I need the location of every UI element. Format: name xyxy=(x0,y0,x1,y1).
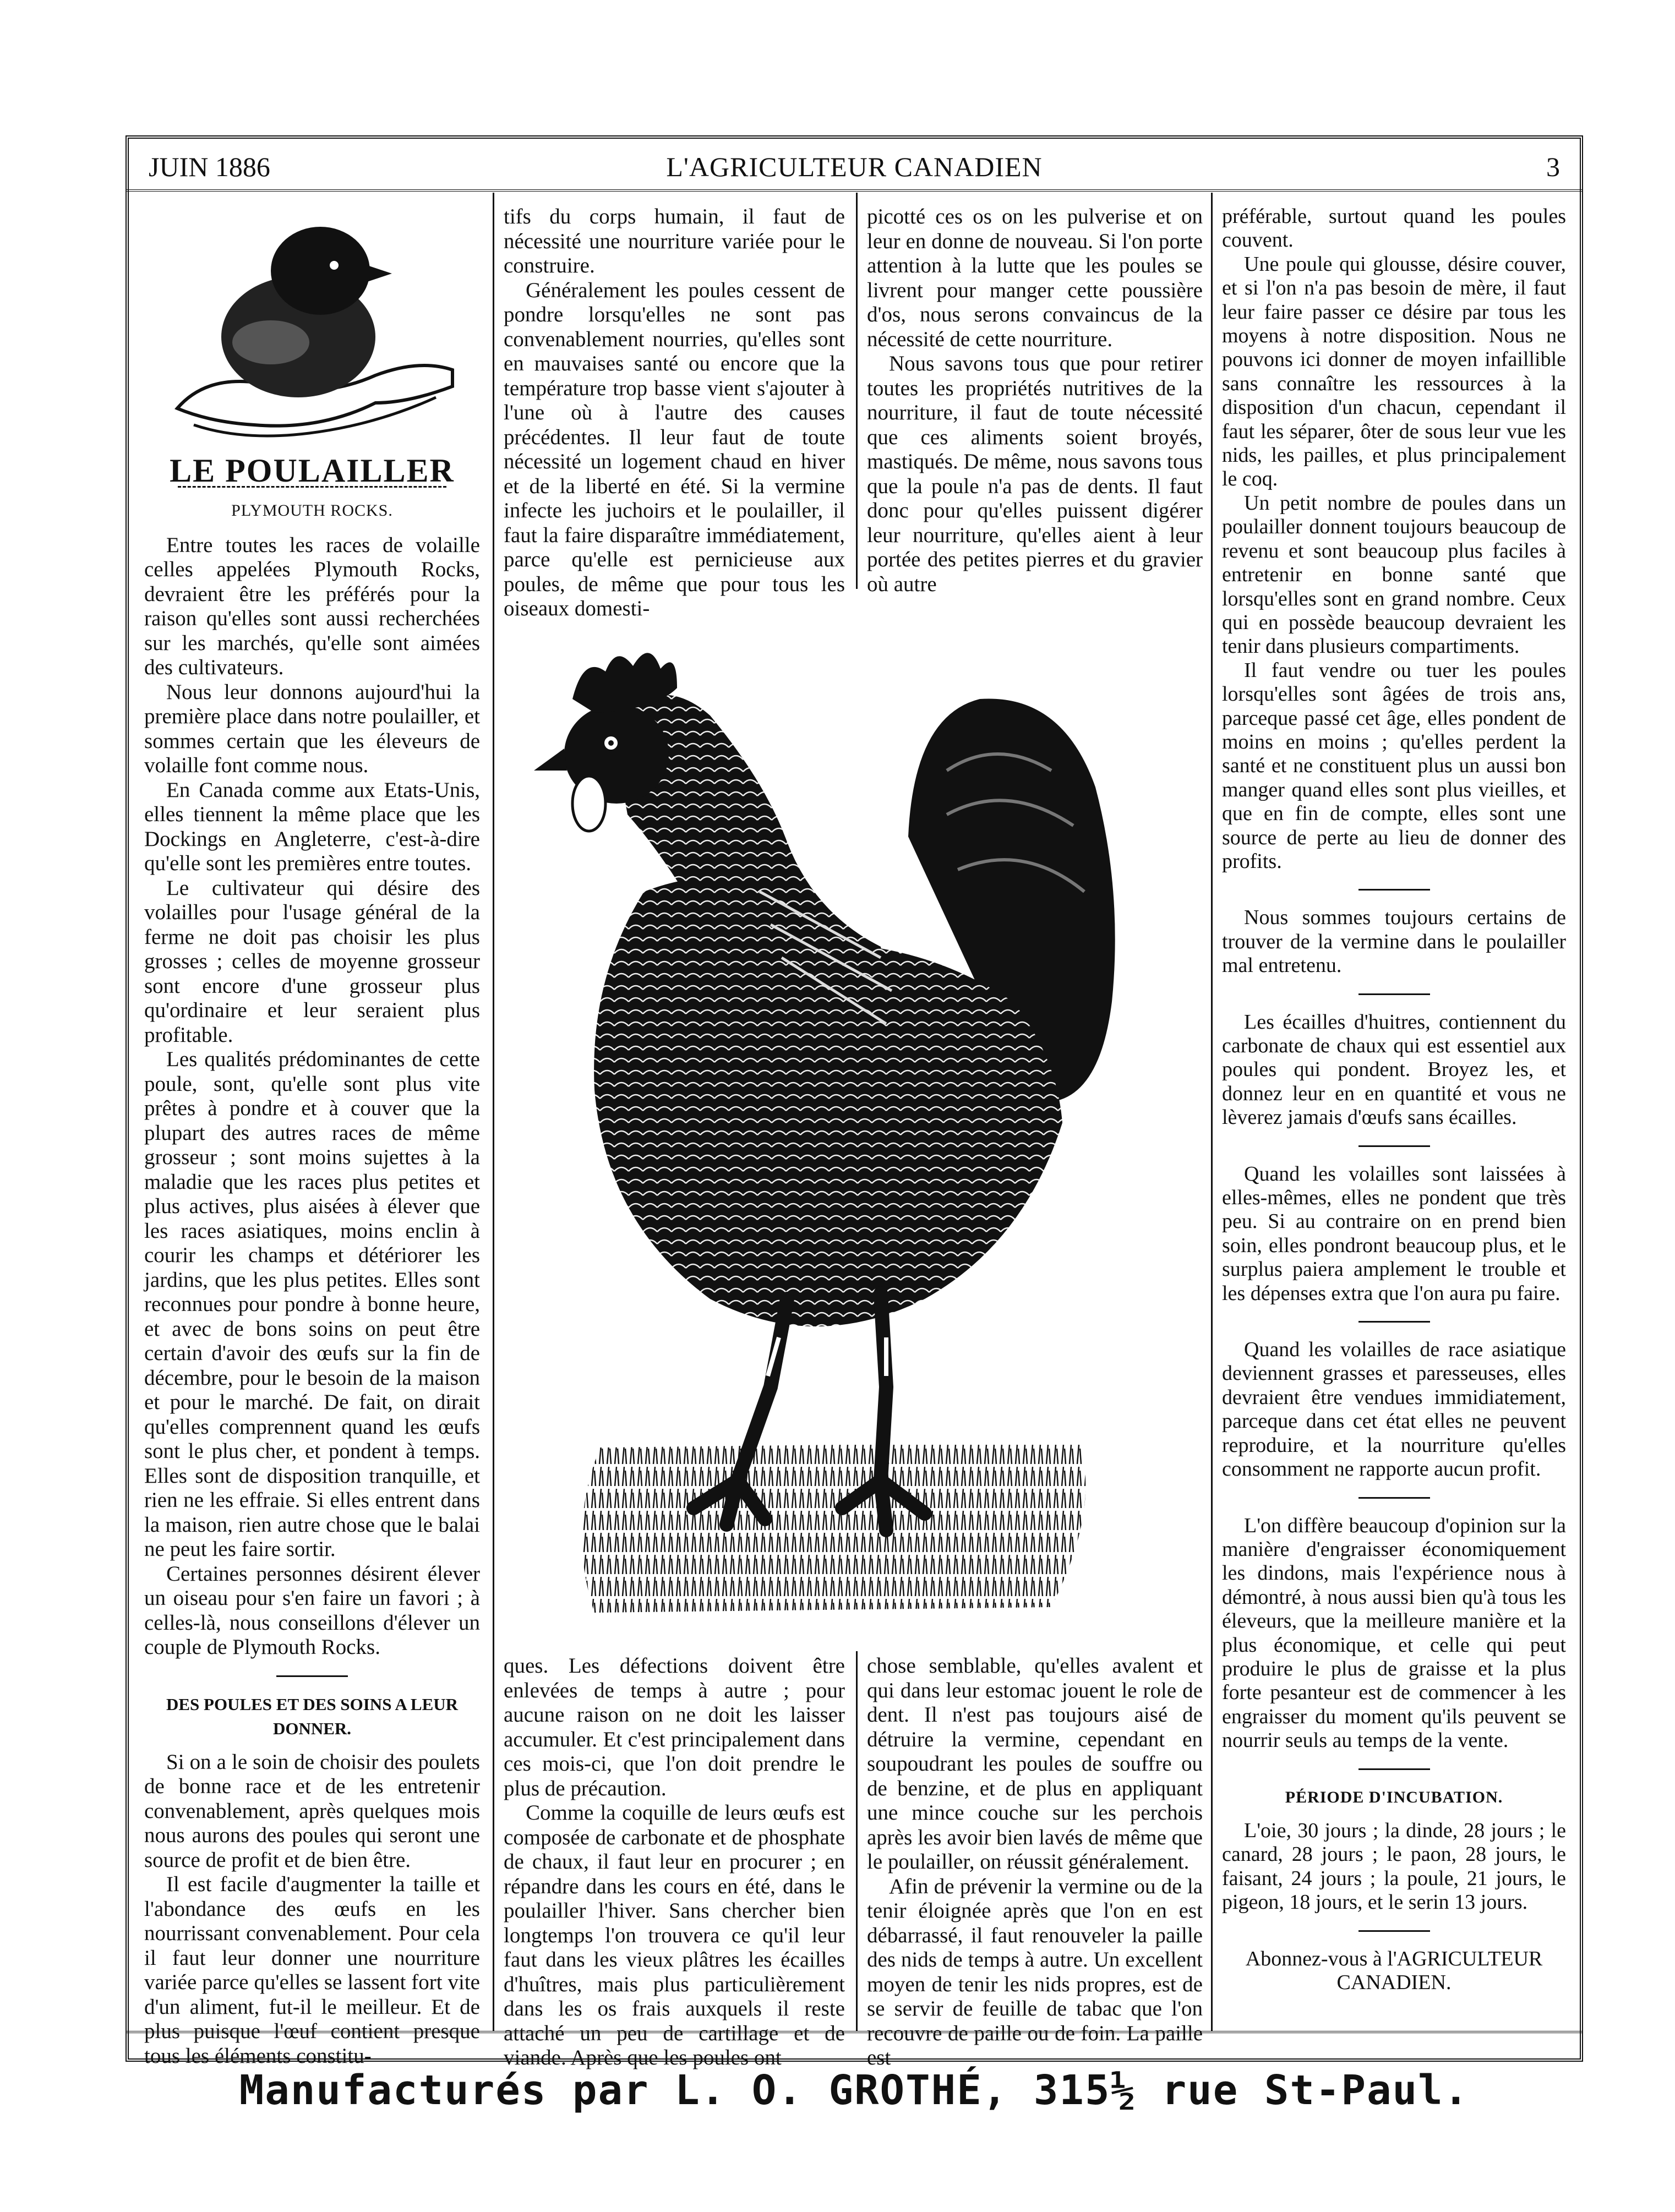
paragraph: Les écailles d'huitres, contiennent du carbonate de chaux qui est essentiel aux poules qui pondent. Broyez les, et donnez leur en en quantité et vous ne lèverez jamais d'œufs sans écailles. xyxy=(1222,1010,1566,1129)
subscribe-notice: Abonnez-vous à l'AGRICULTEUR CANADIEN. xyxy=(1245,1947,1543,1994)
page-number: 3 xyxy=(1546,151,1560,182)
section-title: LE POULAILLER xyxy=(170,452,455,489)
paragraph: chose semblable, qu'elles avalent et qui dans leur estomac jouent le role de dent. Il n'est pas toujours aisé de détruire la vermine, cependant en soupoudrant les poules de souffre ou de benzine, et de plus en appliquant une mince couche sur les perchois après les avoir bien lavés de même que le poulailler, on réussit généralement. xyxy=(867,1654,1203,1874)
column-rule-2-top xyxy=(856,193,858,589)
header-rule xyxy=(126,189,1583,192)
subheading-soins: DES POULES ET DES SOINS A LEUR DONNER. xyxy=(166,1694,459,1738)
paragraph: Le cultivateur qui désire des volailles pour l'usage général de la ferme ne doit pas choisir les plus grosses ; celles de moyenne grosseur sont encore d'une grosseur plus qu'ordinaire et leur seraient plus profitable. xyxy=(144,876,480,1047)
paragraph: Certaines personnes désirent élever un oiseau pour s'en faire un favori ; à celles-là, nous conseillons d'élever un couple de Plymouth Rocks. xyxy=(144,1561,480,1659)
subheading-plymouth: PLYMOUTH ROCKS. xyxy=(231,501,393,520)
paragraph: Quand les volailles sont laissées à elles-mêmes, elles ne pondent que très peu. Si au contraire on en prend bien soin, elles pondront beaucoup plus, et le surplus paiera amplement le trouble et les dépenses extra que l'on aura pu faire. xyxy=(1222,1162,1566,1305)
paragraph: Entre toutes les races de volaille celles appelées Plymouth Rocks, devraient être les préférés pour la raison qu'elles sont aussi recherchées sur les marchés, qu'elle sont aimées des cultivateurs. xyxy=(144,533,480,679)
column-rule-3 xyxy=(1211,193,1213,2031)
column-2-bottom xyxy=(504,1654,845,2071)
paragraph: Afin de prévenir la vermine ou de la tenir éloignée après que l'on en est débarrassé, il faut renouveler la paille des nids de temps à autre. Un excellent moyen de tenir les nids propres, est de se servir de feuille de tabac que l'on recouvre de paille ou de foin. La paille est xyxy=(867,1874,1203,2069)
column-rule-1 xyxy=(493,193,494,2031)
paragraph: picotté ces os on les pulverise et on leur en donne de nouveau. Si l'on porte attention à la lutte que les poules se livrent pour manger cette poussière d'os, nous serons convaincus de la nécessité de cette nourriture. xyxy=(867,205,1203,351)
header-date: JUIN 1886 xyxy=(149,151,270,182)
column-4 xyxy=(1222,205,1566,1995)
paragraph: ques. Les défections doivent être enlevées de temps à autre ; pour aucune raison on ne doit les laisser accumuler. Et c'est principalement dans ces mois-ci, que l'on doit prendre le plus de précaution. xyxy=(504,1654,845,1800)
subheading-incubation: PÉRIODE D'INCUBATION. xyxy=(1285,1788,1503,1806)
separator-rule xyxy=(1358,1497,1430,1499)
paragraph: Il faut vendre ou tuer les poules lorsqu'elles sont âgées de trois ans, parceque passé cet âge, elles pondent de moins en moins ; qu'elles perdent la santé et ne constituent plus un aussi bon manger quand elles sont plus vieilles, et que en fin de compte, elles sont une source de perte au lieu de donner des profits. xyxy=(1222,658,1566,873)
paragraph: tifs du corps humain, il faut de nécessité une nourriture variée pour le construire. xyxy=(504,205,845,277)
separator-rule xyxy=(1358,1321,1430,1323)
printer-imprint: Manufacturés par L. O. GROTHÉ, 315½ rue St-Paul. xyxy=(239,2067,1470,2114)
bottom-rule xyxy=(126,2031,1583,2033)
rooster-icon xyxy=(528,605,1189,1640)
paragraph: Nous sommes toujours certains de trouver de la vermine dans le poulailler mal entretenu. xyxy=(1222,906,1566,977)
chick-in-hand-icon xyxy=(144,205,480,447)
paragraph: L'on diffère beaucoup d'opinion sur la manière d'engraisser économiquement les dindons, mais l'expérience nous à démontré, à nous aussi bien qu'à tous les éleveurs, que la meilleure manière et la plus économique, et celle qui peut produire le plus de graisse et la plus forte pesanteur est de commencer à les engraisser du moment qu'ils peuvent se nourrir seuls au temps de la vente. xyxy=(1222,1514,1566,1752)
paragraph: Généralement les poules cessent de pondre lorsqu'elles ne sont pas convenablement nourries, qu'elles sont en mauvaises santé ou encore que la température trop basse vient s'ajouter à l'une où à l'autre des causes précédentes. Il leur faut de toute nécessité un logement chaud en hiver et de la liberté en été. Si la vermine infecte les juchoirs et le poulailler, il faut la faire disparaître immédiatement, parce qu'elle est pernicieuse aux poules, de même que pour tous les oiseaux domesti- xyxy=(504,278,845,620)
paragraph: préférable, surtout quand les poules couvent. xyxy=(1222,205,1566,252)
column-3-top xyxy=(867,205,1203,597)
paragraph: Nous leur donnons aujourd'hui la première place dans notre poulailler, et sommes certain que les éleveurs de volaille font comme nous. xyxy=(144,680,480,777)
separator-rule xyxy=(1358,1930,1430,1932)
paragraph: Quand les volailles de race asiatique deviennent grasses et paresseuses, elles devraient être vendues immidiatement, parceque dans cet état elles ne peuvent reproduire, et la nourriture qu'elles consomment ne rapporte aucun profit. xyxy=(1222,1338,1566,1481)
paragraph: L'oie, 30 jours ; la dinde, 28 jours ; le canard, 28 jours ; le paon, 28 jours, le faisant, 24 jours ; la poule, 21 jours, le pigeon, 18 jours, et le serin 13 jours. xyxy=(1222,1818,1566,1914)
header-title: L'AGRICULTEUR CANADIEN xyxy=(666,151,1043,182)
column-rule-2-bottom xyxy=(856,1651,858,2031)
separator-rule xyxy=(1358,1145,1430,1147)
paragraph: Nous savons tous que pour retirer toutes les propriétés nutritives de la nourriture, il faut de toute nécessité que ces aliments soient broyés, mastiqués. De même, nous savons tous que la poule n'a pas de dents. Il faut donc pour qu'elles puissent digérer leur nourriture, qu'elles aient à leur portée des petites pierres et du gravier où autre xyxy=(867,352,1203,596)
separator-rule xyxy=(1358,1768,1430,1770)
running-header xyxy=(126,139,1583,189)
separator-rule xyxy=(276,1675,348,1677)
paragraph: Une poule qui glousse, désire couver, et si l'on n'a pas besoin de mère, il faut leur faire passer ce désire par tous les moyens à notre disposition. Nous ne pouvons ici donner de moyen infaillible sans connaître les ressources à la disposition d'un chacun, cependant il faut les séparer, ôter de sous leur vue les nids, les pailles, et plus principalement le coq. xyxy=(1222,252,1566,491)
column-1 xyxy=(144,205,480,2068)
separator-rule xyxy=(1358,993,1430,995)
column-2-top xyxy=(504,205,845,621)
paragraph: Si on a le soin de choisir des poulets de bonne race et de les entretenir convenablement, après quelques mois nous aurons des poules qui seront une source de profit et de bien être. xyxy=(144,1750,480,1872)
paragraph: En Canada comme aux Etats-Unis, elles tiennent la même place que les Dockings en Angleterre, c'est-à-dire qu'elle sont les premières entre toutes. xyxy=(144,778,480,875)
paragraph: Comme la coquille de leurs œufs est composée de carbonate et de phosphate de chaux, il faut leur en procurer ; en répandre dans les cours en été, dans le poulailler l'hiver. Sans chercher bien longtemps l'on trouvera ce qu'il leur faut dans les vieux plâtres les écailles d'huîtres, mais plus particulièrement dans les os frais auxquels il reste attaché un peu de cartillage et de viande. Après que les poules ont xyxy=(504,1801,845,2069)
paragraph: Les qualités prédominantes de cette poule, sont, qu'elle sont plus vite prêtes à pondre et à couver que la plupart des autres races de même grosseur ; sont moins sujettes à la maladie que les races plus petites et plus actives, plus aisées à élever que les races asiatiques, moins enclin à courir les champs et détériorer les jardins, que les plus petites. Elles sont reconnues pour pondre à bonne heure, et avec de bons soins on peut être certain d'avoir des œufs sur la fin de décembre, pour le besoin de la maison et pour le marché. De fait, on dirait qu'elles comprennent quand les œufs sont le plus cher, et pondent à temps. Elles sont de disposition tranquille, et rien ne les effraie. Si elles entrent dans la maison, rien autre chose que le balai ne peut les faire sortir. xyxy=(144,1047,480,1561)
separator-rule xyxy=(1358,889,1430,891)
column-3-bottom xyxy=(867,1654,1203,2071)
paragraph: Il est facile d'augmenter la taille et l'abondance des œufs en les nourrissant convenablement. Pour cela il faut leur donner une nourriture variée parce qu'elles se lassent fort vite d'un aliment, fut-il le meilleur. Et de plus puisque l'œuf contient presque tous les éléments constitu- xyxy=(144,1872,480,2068)
paragraph: Un petit nombre de poules dans un poulailler donnent toujours beaucoup de revenu et sont beaucoup plus faciles à entretenir en bonne santé que lorsqu'elles sont en grand nombre. Ceux qui en possède beaucoup devraient les tenir dans plusieurs compartiments. xyxy=(1222,491,1566,658)
